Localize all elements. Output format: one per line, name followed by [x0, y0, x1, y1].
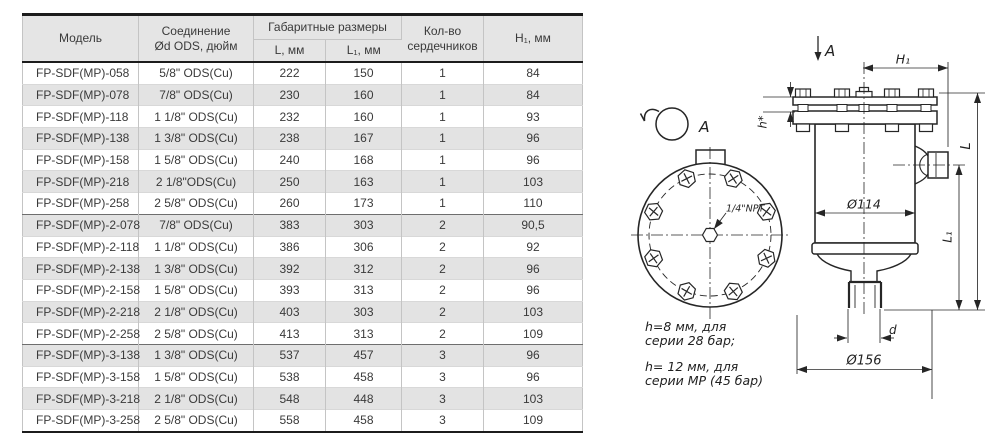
cell-conn: 2 1/8" ODS(Cu)	[139, 388, 254, 410]
table-row	[23, 279, 583, 301]
cell-l: 238	[254, 128, 326, 150]
table-row	[23, 171, 583, 193]
cell-model: FP-SDF(MP)-2-138	[23, 258, 139, 280]
cell-conn: 2 5/8" ODS(Cu)	[139, 193, 254, 215]
col-header-model: Модель	[23, 15, 139, 63]
bolt-heads	[796, 88, 934, 98]
cell-l1: 150	[326, 62, 402, 84]
cell-l: 386	[254, 236, 326, 258]
cell-model: FP-SDF(MP)-3-158	[23, 366, 139, 388]
cell-conn: 5/8" ODS(Cu)	[139, 62, 254, 84]
cell-l1: 306	[326, 236, 402, 258]
table-row	[23, 128, 583, 150]
cell-h1: 110	[484, 193, 583, 215]
cell-h1: 93	[484, 106, 583, 128]
cell-l: 240	[254, 149, 326, 171]
table-row	[23, 344, 583, 366]
cell-model: FP-SDF(MP)-3-218	[23, 388, 139, 410]
bottom-cap	[812, 243, 918, 308]
cell-cores: 1	[402, 128, 484, 150]
table-row	[23, 301, 583, 323]
table-row	[23, 193, 583, 215]
cell-h1: 90,5	[484, 214, 583, 236]
cell-l: 403	[254, 301, 326, 323]
cell-l: 393	[254, 279, 326, 301]
cell-l1: 173	[326, 193, 402, 215]
cell-l1: 163	[326, 171, 402, 193]
col-header-l1: L₁, мм	[326, 40, 402, 63]
cell-cores: 1	[402, 193, 484, 215]
col-header-cores-line1: Кол-во	[423, 23, 462, 38]
table-header	[23, 15, 583, 63]
cell-h1: 96	[484, 149, 583, 171]
cell-cores: 1	[402, 171, 484, 193]
cell-cores: 2	[402, 279, 484, 301]
table-row	[23, 258, 583, 280]
drawing-notes	[645, 319, 763, 388]
cell-h1: 84	[484, 84, 583, 106]
cell-l1: 448	[326, 388, 402, 410]
dimension-h-star-label: h*	[755, 115, 770, 129]
cell-l1: 457	[326, 344, 402, 366]
cell-l: 250	[254, 171, 326, 193]
cell-h1: 92	[484, 236, 583, 258]
cell-l: 537	[254, 344, 326, 366]
cell-model: FP-SDF(MP)-078	[23, 84, 139, 106]
cell-cores: 3	[402, 344, 484, 366]
cell-h1: 96	[484, 366, 583, 388]
cell-l1: 312	[326, 258, 402, 280]
col-header-connection-line1: Соединение	[161, 23, 231, 38]
cell-l: 392	[254, 258, 326, 280]
note-1-line-1: h=8 мм, для	[645, 319, 727, 334]
cell-l1: 168	[326, 149, 402, 171]
dimension-h1-label: H₁	[895, 51, 911, 67]
cell-conn: 1 5/8" ODS(Cu)	[139, 366, 254, 388]
table-body	[23, 62, 583, 432]
dimension-l-label: L	[959, 142, 974, 150]
cell-h1: 109	[484, 323, 583, 345]
cell-l1: 303	[326, 301, 402, 323]
cell-h1: 96	[484, 258, 583, 280]
cell-l: 230	[254, 84, 326, 106]
cell-cores: 2	[402, 258, 484, 280]
cell-l1: 313	[326, 279, 402, 301]
cell-h1: 96	[484, 279, 583, 301]
cell-cores: 2	[402, 301, 484, 323]
table-row	[23, 323, 583, 345]
col-header-cores-line2: сердечников	[407, 38, 478, 53]
npt-label: 1/4"NPT	[726, 203, 765, 215]
cell-cores: 2	[402, 214, 484, 236]
dimension-h-star	[756, 82, 796, 129]
cell-conn: 1 3/8" ODS(Cu)	[139, 258, 254, 280]
cell-h1: 103	[484, 301, 583, 323]
dimension-dia156-label: Ø156	[846, 353, 882, 369]
cell-l: 222	[254, 62, 326, 84]
npt-port	[703, 229, 718, 242]
cell-conn: 2 5/8" ODS(Cu)	[139, 323, 254, 345]
cell-model: FP-SDF(MP)-2-078	[23, 214, 139, 236]
table-row	[23, 366, 583, 388]
note-1-line-2: серии 28 бар;	[645, 333, 736, 348]
cell-l1: 160	[326, 106, 402, 128]
cell-model: FP-SDF(MP)-2-258	[23, 323, 139, 345]
col-header-cores	[402, 15, 484, 63]
col-header-dimensions-group: Габаритные размеры	[254, 15, 402, 40]
col-header-h1: H₁, мм	[484, 15, 583, 63]
table-row	[23, 106, 583, 128]
cell-l: 232	[254, 106, 326, 128]
cell-cores: 3	[402, 410, 484, 432]
table-row	[23, 410, 583, 432]
cell-model: FP-SDF(MP)-158	[23, 149, 139, 171]
cell-model: FP-SDF(MP)-258	[23, 193, 139, 215]
cell-cores: 1	[402, 84, 484, 106]
dimension-l1-label: L₁	[940, 231, 955, 243]
cell-h1: 103	[484, 388, 583, 410]
cell-conn: 1 1/8" ODS(Cu)	[139, 106, 254, 128]
spec-table	[22, 13, 583, 433]
note-2-line-1: h= 12 мм, для	[645, 359, 739, 374]
cell-cores: 2	[402, 323, 484, 345]
cell-conn: 2 5/8" ODS(Cu)	[139, 410, 254, 432]
cell-h1: 103	[484, 171, 583, 193]
cell-conn: 1 5/8" ODS(Cu)	[139, 279, 254, 301]
dimension-l1	[941, 165, 960, 310]
col-header-l: L, мм	[254, 40, 326, 63]
cell-cores: 1	[402, 106, 484, 128]
cell-l1: 303	[326, 214, 402, 236]
cell-h1: 96	[484, 344, 583, 366]
cell-h1: 84	[526, 66, 540, 81]
cell-model: FP-SDF(MP)-138	[23, 128, 139, 150]
cell-l: 548	[254, 388, 326, 410]
bottom-spout	[849, 282, 881, 308]
cell-model: FP-SDF(MP)-218	[23, 171, 139, 193]
table-row	[23, 214, 583, 236]
cell-model: FP-SDF(MP)-2-218	[23, 301, 139, 323]
top-view	[631, 147, 789, 320]
table-row	[23, 84, 583, 106]
cell-conn: 1 5/8" ODS(Cu)	[139, 149, 254, 171]
dimension-d	[834, 309, 897, 343]
table-row	[23, 236, 583, 258]
vessel-body	[815, 124, 915, 243]
cell-h1: 109	[484, 410, 583, 432]
table-row	[23, 388, 583, 410]
cell-cores: 3	[402, 388, 484, 410]
note-2-line-2: серии МР (45 бар)	[645, 373, 763, 388]
cell-h1: 96	[484, 128, 583, 150]
cell-l: 413	[254, 323, 326, 345]
cell-l1: 458	[326, 410, 402, 432]
technical-drawing	[600, 0, 1000, 420]
cell-l1: 167	[326, 128, 402, 150]
cell-model: FP-SDF(MP)-3-258	[23, 410, 139, 432]
dimension-dia114-label: Ø114	[847, 196, 881, 212]
cell-model: FP-SDF(MP)-2-158	[23, 279, 139, 301]
dimension-d-label: d	[889, 323, 897, 337]
section-arrow-label: A	[825, 42, 836, 60]
side-view	[793, 62, 968, 316]
cell-l1: 458	[326, 366, 402, 388]
cell-l1: 160	[326, 84, 402, 106]
section-arrow	[815, 36, 836, 61]
cell-conn: 7/8" ODS(Cu)	[139, 84, 254, 106]
cell-cores: 2	[402, 236, 484, 258]
view-direction-indicator	[641, 108, 710, 140]
cell-model: FP-SDF(MP)-118	[23, 106, 139, 128]
cell-model: FP-SDF(MP)-2-118	[23, 236, 139, 258]
cell-conn: 1 1/8" ODS(Cu)	[139, 236, 254, 258]
cell-cores: 1	[402, 62, 484, 84]
dimension-dia156	[797, 310, 932, 399]
cell-model: FP-SDF(MP)-058	[23, 62, 139, 84]
cell-l: 260	[254, 193, 326, 215]
cell-cores: 3	[402, 366, 484, 388]
cell-conn: 1 3/8" ODS(Cu)	[139, 344, 254, 366]
cell-l: 558	[254, 410, 326, 432]
cell-conn: 1 3/8" ODS(Cu)	[139, 128, 254, 150]
cell-l: 383	[254, 214, 326, 236]
col-header-connection-line2: Ød ODS, дюйм	[154, 38, 238, 53]
view-label: A	[699, 118, 710, 136]
table-row	[23, 62, 583, 84]
cell-cores: 1	[402, 149, 484, 171]
cell-l: 538	[254, 366, 326, 388]
cell-l1: 313	[326, 323, 402, 345]
cell-conn: 2 1/8" ODS(Cu)	[139, 301, 254, 323]
cell-conn: 2 1/8"ODS(Cu)	[139, 171, 254, 193]
cell-model: FP-SDF(MP)-3-138	[23, 344, 139, 366]
table-row	[23, 149, 583, 171]
col-header-connection	[139, 15, 254, 63]
cell-conn: 7/8" ODS(Cu)	[139, 214, 254, 236]
